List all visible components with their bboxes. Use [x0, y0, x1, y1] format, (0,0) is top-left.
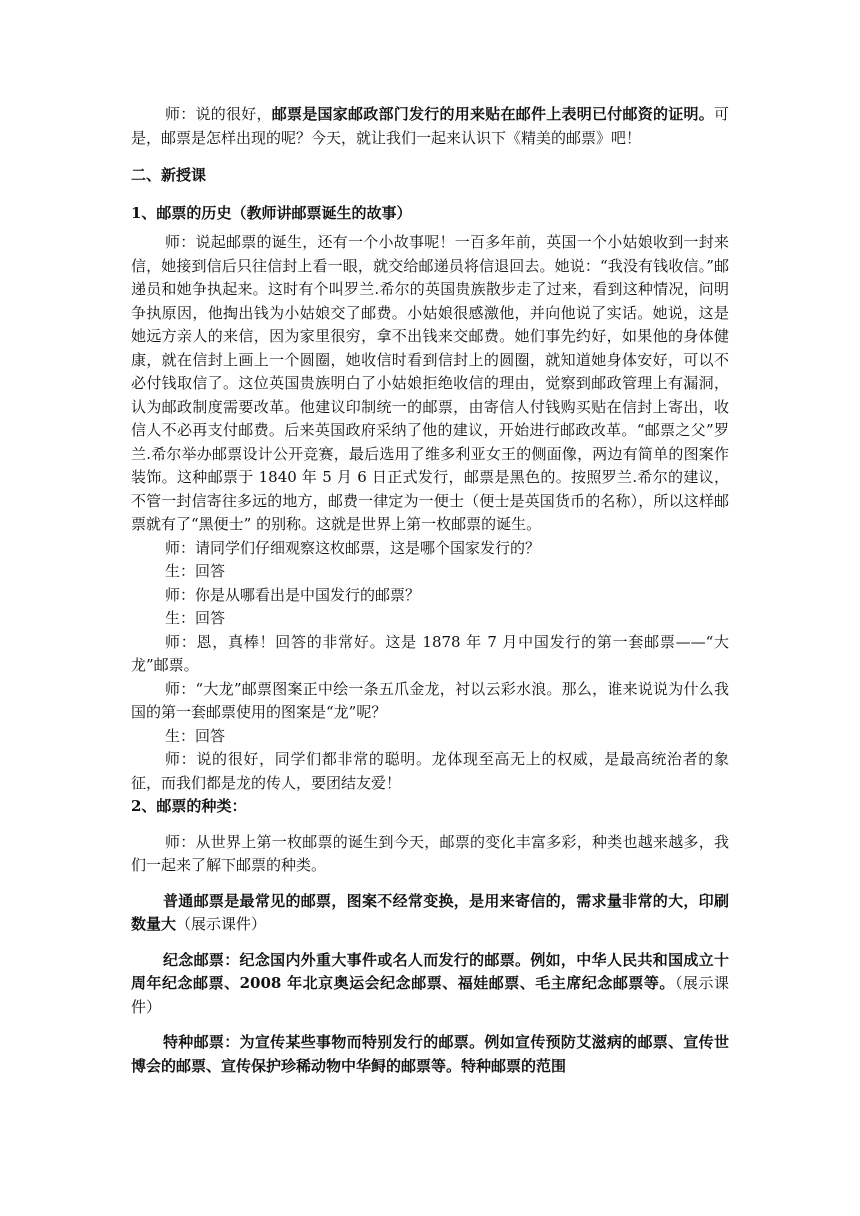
intro-text-a: 师：说的很好， [165, 105, 272, 123]
section-heading-new-lesson: 二、新授课 [131, 166, 207, 184]
dialogue-line: 生：回答 [165, 609, 226, 627]
commemorative-stamps-paragraph [131, 949, 729, 1020]
commemorative-stamps-text: 纪念邮票：纪念国内外重大事件或名人而发行的邮票。例如，中华人民共和国成立十周年纪念邮票、2008 年北京奥运会纪念邮票、福娃邮票、毛主席纪念邮票等。 [131, 950, 729, 992]
dialogue-line: 生：回答 [165, 726, 226, 745]
dialogue-line: 师：请同学们仔细观察这枚邮票，这是哪个国家发行的？ [165, 538, 541, 557]
commemorative-stamps-note: （展示课件） [131, 974, 729, 1016]
ordinary-stamps-paragraph [131, 890, 729, 937]
subheading-stamp-types: 2、邮票的种类： [131, 797, 247, 815]
types-intro-paragraph: 师：从世界上第一枚邮票的诞生到今天，邮票的变化丰富多彩，种类也越来越多，我们一起来了解下邮票的种类。 [131, 832, 729, 874]
dialogue-line: 师：恩，真棒！回答的非常好。这是 1878 年 7 月中国发行的第一套邮票——“大龙”邮票。 [131, 632, 729, 674]
ordinary-stamps-note: （展示课件） [176, 915, 267, 933]
intro-paragraph [131, 103, 729, 150]
story-paragraph: 师：说起邮票的诞生，还有一个小故事呢！一百多年前，英国一个小姑娘收到一封来信，她接到信后只往信封上看一眼，就交给邮递员将信退回去。她说：“我没有钱收信。”邮递员和她争执起来。这时有个叫罗兰.希尔的英国贵族散步走了过来，看到这种情况，问明争执原因，他掏出钱为小姑娘交了邮费。小姑娘很感激他，并向他说了实话。她说，这是她远方亲人的来信，因为家里很穷，拿不出钱来交邮费。她们事先约好，如果他的身体健康，就在信封上画上一个圆圈，她收信时看到信封上的圆圈，就知道她身体安好，可以不必付钱取信了。这位英国贵族明白了小姑娘拒绝收信的理由，觉察到邮政管理上有漏洞，认为邮政制度需要改革。他建议印制统一的邮票，由寄信人付钱购买贴在信封上寄出，收信人不必再支付邮费。后来英国政府采纳了他的建议，开始进行邮政改革。“邮票之父”罗兰.希尔举办邮票设计公开竞赛，最后选用了维多利亚女王的侧面像，两边有简单的图案作装饰。这种邮票于 1840 年 5 月 6 日正式发行，邮票是黑色的。按照罗兰.希尔的建议，不管一封信寄往多远的地方，邮费一律定为一便士（便士是英国货币的名称），所以这样邮票就有了“黑便士” 的别称。这就是世界上第一枚邮票的诞生。 [131, 233, 729, 533]
dialogue-line: 生：回答 [165, 562, 226, 580]
dialogue-line: 师：你是从哪看出是中国发行的邮票？ [165, 585, 421, 604]
dialogue-line: 师：说的很好，同学们都非常的聪明。龙体现至高无上的权威，是最高统治者的象征，而我们都是龙的传人，要团结友爱！ [131, 750, 729, 792]
special-stamps-paragraph [131, 1031, 729, 1078]
document-body [131, 100, 729, 1078]
dialogue-line: 师：“大龙”邮票图案正中绘一条五爪金龙，衬以云彩水浪。那么，谁来说说为什么我国的第一套邮票使用的图案是“龙”呢？ [131, 679, 729, 721]
subheading-stamp-history: 1、邮票的历史（教师讲邮票诞生的故事） [131, 203, 412, 222]
intro-text-c: 可是，邮票是怎样出现的呢？今天，就让我们一起来认识下《精美的邮票》吧！ [131, 105, 729, 147]
ordinary-stamps-text: 普通邮票是最常见的邮票，图案不经常变换，是用来寄信的，需求量非常的大，印刷数量大 [131, 891, 729, 933]
stamp-definition: 邮票是国家邮政部门发行的用来贴在邮件上表明已付邮资的证明。 [271, 105, 714, 123]
special-stamps-text: 特种邮票：为宣传某些事物而特别发行的邮票。例如宣传预防艾滋病的邮票、宣传世博会的邮票、宣传保护珍稀动物中华鲟的邮票等。特种邮票的范围 [131, 1033, 729, 1075]
